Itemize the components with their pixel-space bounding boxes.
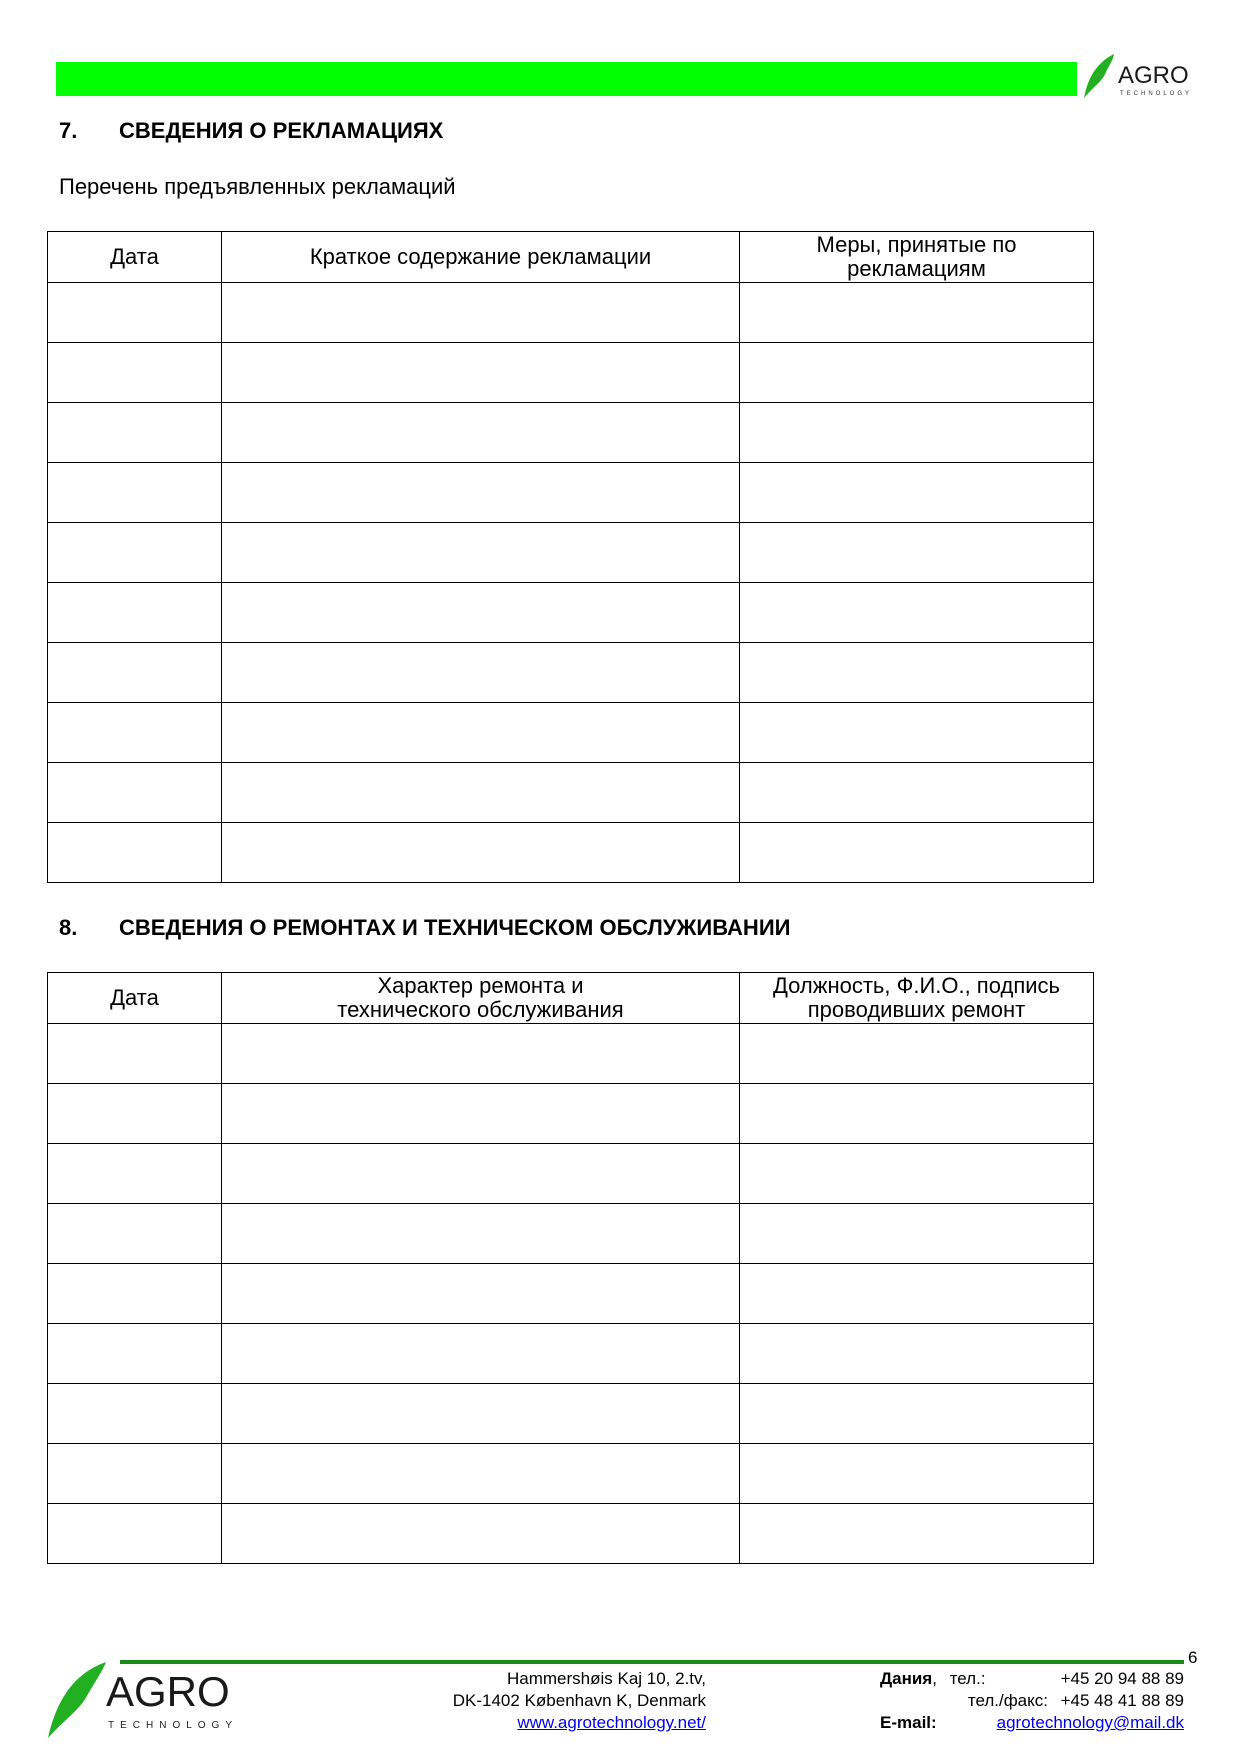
section7-number: 7. — [59, 118, 78, 143]
table-cell[interactable] — [222, 1084, 740, 1144]
table-cell[interactable] — [222, 1504, 740, 1564]
table-cell[interactable] — [740, 1444, 1094, 1504]
table-cell[interactable] — [740, 1504, 1094, 1564]
table-cell[interactable] — [222, 583, 740, 643]
table-cell[interactable] — [222, 1204, 740, 1264]
table-cell[interactable] — [222, 643, 740, 703]
table-cell[interactable] — [48, 1144, 222, 1204]
table-cell[interactable] — [222, 1024, 740, 1084]
table-header-row — [48, 232, 1094, 283]
table-cell[interactable] — [222, 283, 740, 343]
repairs-table-body — [48, 1024, 1094, 1564]
table-cell[interactable] — [740, 1264, 1094, 1324]
table-cell[interactable] — [740, 703, 1094, 763]
column-header-date: Дата — [48, 973, 222, 1024]
table-row — [48, 1504, 1094, 1564]
table-cell[interactable] — [740, 1084, 1094, 1144]
table-cell[interactable] — [48, 1444, 222, 1504]
table-cell[interactable] — [48, 1024, 222, 1084]
email-label: E-mail: — [880, 1713, 937, 1732]
section7-title: СВЕДЕНИЯ О РЕКЛАМАЦИЯХ — [119, 118, 444, 143]
page-number: 6 — [1188, 1648, 1198, 1667]
table-cell[interactable] — [48, 1264, 222, 1324]
table-cell[interactable] — [48, 283, 222, 343]
footer-address — [453, 1668, 706, 1734]
table-cell[interactable] — [740, 283, 1094, 343]
table-cell[interactable] — [222, 403, 740, 463]
table-cell[interactable] — [222, 1384, 740, 1444]
column-header-measures — [740, 232, 1094, 283]
footer-logo-sub: TECHNOLOGY — [108, 1720, 239, 1731]
table-cell[interactable] — [48, 463, 222, 523]
table-row — [48, 523, 1094, 583]
column-header-repair-type-label: Характер ремонта и технического обслуживания — [337, 973, 624, 1022]
table-row — [48, 343, 1094, 403]
column-header-repair-type — [222, 973, 740, 1024]
country-label: Дания — [880, 1669, 933, 1688]
table-cell[interactable] — [48, 1204, 222, 1264]
footer-logo-word: AGRO — [106, 1668, 230, 1715]
table-cell[interactable] — [48, 1504, 222, 1564]
table-cell[interactable] — [48, 1384, 222, 1444]
fax-value: +45 48 41 88 89 — [1060, 1691, 1184, 1710]
table-cell[interactable] — [740, 523, 1094, 583]
table-cell[interactable] — [48, 823, 222, 883]
contact-row-email — [880, 1712, 1184, 1734]
table-cell[interactable] — [48, 703, 222, 763]
column-header-measures-label: Меры, принятые по рекламациям — [816, 232, 1017, 281]
table-cell[interactable] — [222, 1444, 740, 1504]
table-cell[interactable] — [222, 523, 740, 583]
section8-number: 8. — [59, 915, 78, 940]
table-cell[interactable] — [222, 823, 740, 883]
tel-value: +45 20 94 88 89 — [1060, 1669, 1184, 1688]
table-row — [48, 403, 1094, 463]
table-cell[interactable] — [740, 463, 1094, 523]
section8-title: СВЕДЕНИЯ О РЕМОНТАХ И ТЕХНИЧЕСКОМ ОБСЛУЖИВАНИИ — [119, 915, 791, 940]
table-cell[interactable] — [222, 1264, 740, 1324]
section7-intro: Перечень предъявленных рекламаций — [59, 174, 456, 199]
table-row — [48, 1204, 1094, 1264]
table-cell[interactable] — [48, 343, 222, 403]
table-cell[interactable] — [740, 1324, 1094, 1384]
table-row — [48, 643, 1094, 703]
table-cell[interactable] — [48, 583, 222, 643]
table-cell[interactable] — [740, 403, 1094, 463]
header-logo-word: AGRO — [1118, 62, 1189, 89]
table-cell[interactable] — [740, 1384, 1094, 1444]
table-header-row — [48, 973, 1094, 1024]
table-cell[interactable] — [222, 1144, 740, 1204]
leaf-icon — [1080, 52, 1120, 102]
table-row — [48, 1384, 1094, 1444]
column-header-responsible-label: Должность, Ф.И.О., подпись проводивших ремонт — [773, 973, 1060, 1022]
table-cell[interactable] — [222, 763, 740, 823]
table-cell[interactable] — [740, 1144, 1094, 1204]
repairs-table — [47, 972, 1094, 1564]
table-cell[interactable] — [48, 763, 222, 823]
table-cell[interactable] — [222, 343, 740, 403]
table-row — [48, 463, 1094, 523]
contact-row-tel — [880, 1668, 1184, 1690]
table-row — [48, 1264, 1094, 1324]
table-row — [48, 283, 1094, 343]
header-green-bar — [56, 62, 1077, 96]
address-line1: Hammershøis Kaj 10, 2.tv, — [506, 1669, 706, 1688]
address-line2: DK-1402 København K, Denmark — [452, 1691, 706, 1710]
table-row — [48, 1324, 1094, 1384]
tel-label: тел.: — [949, 1669, 986, 1688]
table-row — [48, 703, 1094, 763]
complaints-table-body — [48, 283, 1094, 883]
website-link[interactable]: www.agrotechnology.net/ — [517, 1713, 706, 1732]
table-cell[interactable] — [740, 823, 1094, 883]
table-row — [48, 823, 1094, 883]
table-row — [48, 1144, 1094, 1204]
table-cell[interactable] — [222, 703, 740, 763]
table-cell[interactable] — [740, 343, 1094, 403]
country-separator: , — [932, 1669, 937, 1688]
footer-contacts — [880, 1668, 1184, 1734]
complaints-table — [47, 231, 1094, 883]
header-logo-sub: TECHNOLOGY — [1120, 91, 1193, 97]
section8-heading — [59, 915, 790, 941]
contact-row-fax — [880, 1690, 1184, 1712]
table-cell[interactable] — [48, 643, 222, 703]
footer-green-line — [120, 1660, 1184, 1664]
column-header-date: Дата — [48, 232, 222, 283]
table-row — [48, 1084, 1094, 1144]
table-cell[interactable] — [48, 523, 222, 583]
table-row — [48, 1024, 1094, 1084]
table-cell[interactable] — [740, 1204, 1094, 1264]
table-cell[interactable] — [48, 403, 222, 463]
column-header-summary: Краткое содержание рекламации — [222, 232, 740, 283]
table-cell[interactable] — [740, 583, 1094, 643]
section7-heading — [59, 118, 443, 144]
leaf-icon — [44, 1658, 110, 1742]
header-logo — [1080, 52, 1210, 104]
table-cell[interactable] — [222, 463, 740, 523]
fax-label: тел./факс: — [967, 1691, 1048, 1710]
column-header-responsible — [740, 973, 1094, 1024]
table-row — [48, 763, 1094, 823]
table-row — [48, 583, 1094, 643]
table-cell[interactable] — [740, 643, 1094, 703]
table-row — [48, 1444, 1094, 1504]
table-cell[interactable] — [48, 1084, 222, 1144]
table-cell[interactable] — [740, 763, 1094, 823]
table-cell[interactable] — [222, 1324, 740, 1384]
table-cell[interactable] — [740, 1024, 1094, 1084]
email-link[interactable]: agrotechnology@mail.dk — [996, 1713, 1184, 1732]
table-cell[interactable] — [48, 1324, 222, 1384]
footer-logo — [44, 1658, 244, 1742]
